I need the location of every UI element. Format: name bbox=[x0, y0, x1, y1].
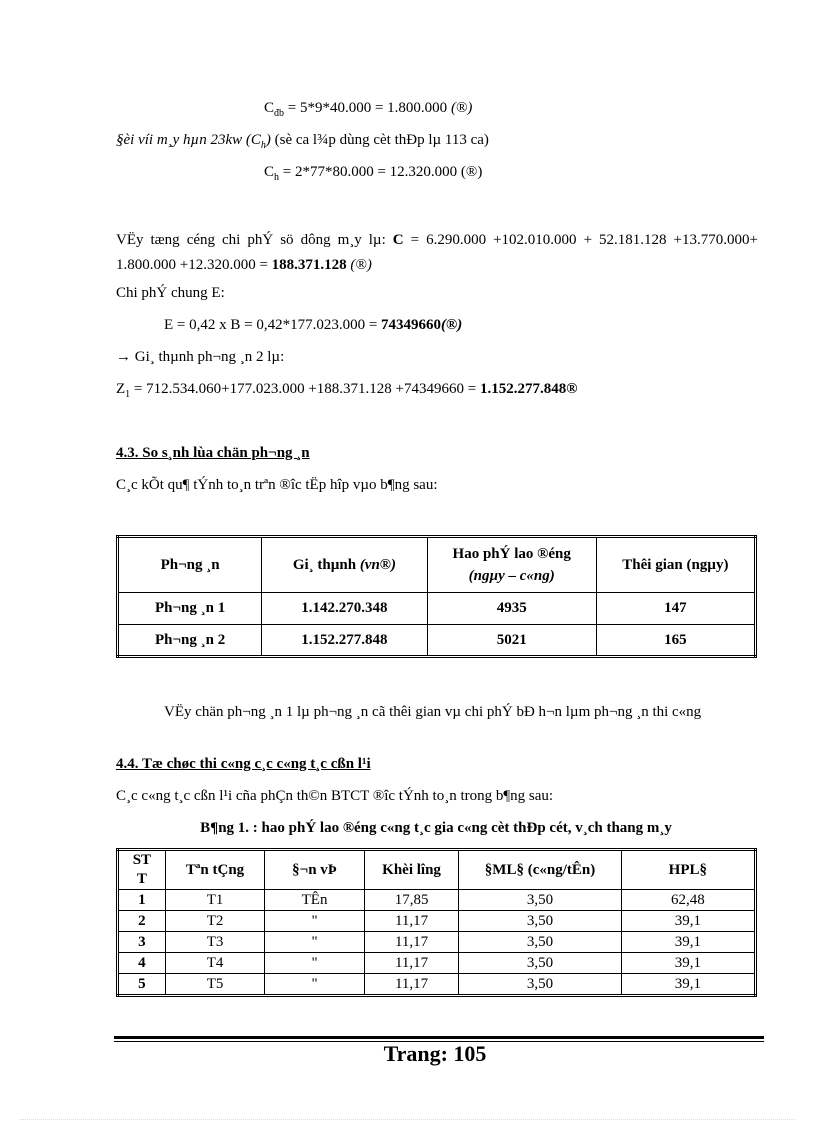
header-quantity: Khèi lîng bbox=[364, 850, 459, 890]
table-cell: 2 bbox=[118, 911, 166, 932]
machine-cost-total: 188.371.128 bbox=[271, 257, 347, 273]
table-cell: 4 bbox=[118, 953, 166, 974]
table-header-row bbox=[118, 537, 756, 593]
table-cell: 39,1 bbox=[621, 953, 755, 974]
table-cell: 11,17 bbox=[364, 932, 459, 953]
header-duration: Thêi gian (ngµy) bbox=[596, 537, 755, 593]
formula-ch-sub: h bbox=[274, 172, 280, 183]
option2-price-label: Gi¸ thµnh ph¬ng ¸n 2 lµ: bbox=[131, 349, 285, 365]
welding-machine-line bbox=[116, 132, 489, 151]
section-heading-4-3: 4.3. So s¸nh lùa chän ph¬ng ¸n bbox=[116, 445, 310, 461]
header-hpld: HPL§ bbox=[621, 850, 755, 890]
header-price bbox=[262, 537, 427, 593]
table-cell: TÊn bbox=[265, 890, 364, 911]
table-row bbox=[118, 890, 756, 911]
table-cell: 11,17 bbox=[364, 911, 459, 932]
table-row bbox=[118, 974, 756, 996]
formula-cdb-unit: (®) bbox=[450, 100, 473, 116]
footer-rule-thick bbox=[114, 1036, 764, 1039]
table-cell: Ph¬ng ¸n 2 bbox=[118, 625, 262, 657]
header-price-label: Gi¸ thµnh bbox=[292, 556, 360, 573]
header-price-unit: (vn®) bbox=[359, 556, 397, 573]
table-row bbox=[118, 953, 756, 974]
table-row bbox=[118, 625, 756, 657]
table-cell: 3,50 bbox=[459, 932, 621, 953]
header-labor bbox=[427, 537, 596, 593]
table-cell: 3 bbox=[118, 932, 166, 953]
conclusion-paragraph: VËy chän ph¬ng ¸n 1 lµ ph¬ng ¸n cã thêi gian vµ chi phÝ bÐ h¬n lµm ph¬ng ¸n thi c«ng bbox=[164, 704, 702, 720]
table-cell: 1 bbox=[118, 890, 166, 911]
header-labor-label: Hao phÝ lao ®éng bbox=[452, 546, 571, 562]
header-option: Ph¬ng ¸n bbox=[118, 537, 262, 593]
table-cell: " bbox=[265, 932, 364, 953]
table-cell: 3,50 bbox=[459, 953, 621, 974]
table-cell: 39,1 bbox=[621, 911, 755, 932]
formula-cdb-rhs: = 5*9*40.000 = 1.800.000 bbox=[284, 100, 451, 116]
machine-cost-total-paragraph bbox=[116, 228, 758, 278]
formula-z1-rhs: = 712.534.060+177.023.000 +188.371.128 +74349660 = bbox=[130, 381, 480, 397]
formula-general-cost bbox=[164, 317, 462, 334]
table-cell: 3,50 bbox=[459, 911, 621, 932]
header-stt-text: ST T bbox=[132, 852, 152, 887]
table-cell: T2 bbox=[165, 911, 265, 932]
header-floor: Tªn tÇng bbox=[165, 850, 265, 890]
welding-machine-label: §èi víi m¸y hµn 23kw (C bbox=[116, 132, 261, 148]
option2-price-heading bbox=[116, 349, 284, 366]
machine-cost-unit: (®) bbox=[346, 257, 372, 273]
table-header-row bbox=[118, 850, 756, 890]
table-cell: 4935 bbox=[427, 593, 596, 625]
table-cell: 11,17 bbox=[364, 953, 459, 974]
table-cell: 17,85 bbox=[364, 890, 459, 911]
table-cell: 1.152.277.848 bbox=[262, 625, 427, 657]
table-cell: 1.142.270.348 bbox=[262, 593, 427, 625]
formula-ch-rhs: = 2*77*80.000 = 12.320.000 (®) bbox=[279, 164, 483, 180]
header-norm: §ML§ (c«ng/tÊn) bbox=[459, 850, 621, 890]
table-cell: 11,17 bbox=[364, 974, 459, 996]
table-cell: T1 bbox=[165, 890, 265, 911]
general-cost-heading: Chi phÝ chung E: bbox=[116, 285, 225, 301]
comparison-table bbox=[116, 535, 757, 658]
machine-cost-sum: = 6.290.000 +102.010.000 + 52.181.128 +13.770.000+ 1.800.000 +12.320.000 = bbox=[116, 232, 758, 273]
general-cost-unit: (®) bbox=[441, 317, 463, 333]
welding-machine-sub: h bbox=[260, 140, 266, 151]
table-cell: Ph¬ng ¸n 1 bbox=[118, 593, 262, 625]
table-cell: " bbox=[265, 974, 364, 996]
welding-machine-close: ) bbox=[265, 132, 271, 148]
table-cell: 62,48 bbox=[621, 890, 755, 911]
table-cell: 5021 bbox=[427, 625, 596, 657]
welding-machine-note: (sè ca l¾p dùng cèt thÐp lµ 113 ca) bbox=[270, 132, 489, 148]
header-unit: §¬n vÞ bbox=[265, 850, 364, 890]
table-cell: " bbox=[265, 911, 364, 932]
arrow-right-icon: → bbox=[116, 349, 131, 365]
table-cell: T4 bbox=[165, 953, 265, 974]
section-heading-4-4: 4.4. Tæ chøc thi c«ng c¸c c«ng t¸c cßn l¹i bbox=[116, 756, 371, 772]
results-intro: C¸c kÕt qu¶ tÝnh to¸n trªn ®îc tËp hîp vµo b¶ng sau: bbox=[116, 477, 438, 493]
table-cell: 39,1 bbox=[621, 974, 755, 996]
table-row bbox=[118, 593, 756, 625]
formula-z1-total: 1.152.277.848® bbox=[479, 381, 578, 397]
formula-cdb-sub: đb bbox=[274, 108, 285, 119]
table-cell: 5 bbox=[118, 974, 166, 996]
machine-cost-text: VËy tæng céng chi phÝ sö dông m¸y lµ: bbox=[116, 232, 393, 248]
table-cell: T5 bbox=[165, 974, 265, 996]
table-cell: 3,50 bbox=[459, 974, 621, 996]
general-cost-formula: E = 0,42 x B = 0,42*177.023.000 = bbox=[164, 317, 382, 333]
formula-z1 bbox=[116, 381, 577, 400]
table-cell: 39,1 bbox=[621, 932, 755, 953]
formula-cdb bbox=[264, 100, 472, 119]
header-labor-unit: (ngµy – c«ng) bbox=[468, 568, 555, 584]
general-cost-value: 74349660 bbox=[381, 317, 442, 333]
remaining-work-intro: C¸c c«ng t¸c cßn l¹i cña phÇn th©n BTCT ®îc tÝnh to¸n trong b¶ng sau: bbox=[116, 788, 554, 804]
formula-z1-lhs: Z bbox=[116, 381, 126, 397]
formula-ch bbox=[264, 164, 482, 183]
header-stt bbox=[118, 850, 166, 890]
table-caption: B¶ng 1. : hao phÝ lao ®éng c«ng t¸c gia c«ng cèt thÐp cét, v¸ch thang m¸y bbox=[200, 820, 672, 836]
page-number: Trang: 105 bbox=[383, 1041, 487, 1066]
machine-cost-symbol: C bbox=[392, 232, 404, 248]
formula-z1-sub: 1 bbox=[125, 389, 131, 400]
table-row bbox=[118, 932, 756, 953]
table-cell: 3,50 bbox=[459, 890, 621, 911]
table-cell: 147 bbox=[596, 593, 755, 625]
formula-ch-lhs: C bbox=[264, 164, 275, 180]
table-cell: 165 bbox=[596, 625, 755, 657]
formula-cdb-lhs: C bbox=[264, 100, 275, 116]
table-cell: " bbox=[265, 953, 364, 974]
page-bottom-divider bbox=[20, 1119, 796, 1120]
table-cell: T3 bbox=[165, 932, 265, 953]
labor-table bbox=[116, 848, 757, 997]
table-row bbox=[118, 911, 756, 932]
